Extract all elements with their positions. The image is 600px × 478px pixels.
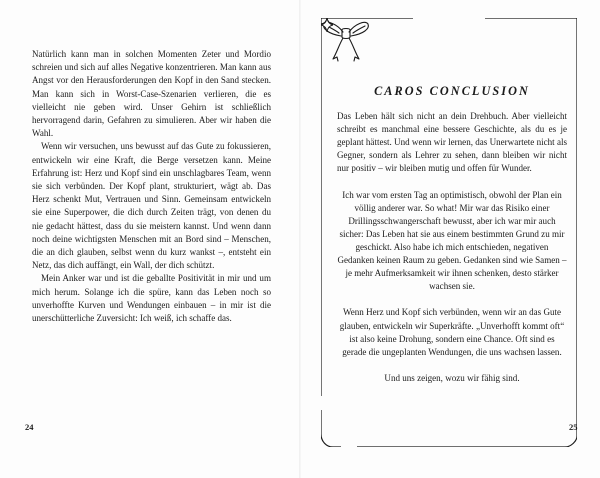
left-paragraph-2: Wenn wir versuchen, uns bewusst auf das Gute zu fokussieren, entwickeln wir eine Kraft, die Berge versetzen kann. Meine Erfahrung ist: Herz und Kopf sind ein unschlagbares Team, wenn sie sich verbünden. Der Kopf plant, strukturiert, wägt ab. Das Herz schenkt Mut, Vertrauen und Sinn. Gemeinsam entwickeln sie eine Superpower, die dich durch Zeiten trägt, von denen du nie gedacht hättest, dass du sie meistern kannst. Und wenn dann noch deine wichtigsten Menschen mit an Bord sind – Menschen, die an dich glauben, selbst wenn du kurz wankst –, entsteht ein Netz, das dich auffängt, ein Wall, der dich schützt.: [32, 141, 271, 271]
right-paragraph-4: Und uns zeigen, wozu wir fähig sind.: [384, 372, 520, 383]
left-page: [0, 0, 299, 478]
conclusion-title: CAROS CONCLUSION: [374, 84, 530, 98]
right-paragraph-2: Ich war vom ersten Tag an optimistisch, obwohl der Plan ein völlig anderer war. So what! Mir war das Risiko einer Drillingsschwangerschaft bewusst, aber ich war mir auch sicher: Das Leben hat sie aus einem bestimmten Grund zu mir geschickt. Also habe ich mich entschieden, negativen Gedanken keinen Raum zu geben. Gedanken sind wie Samen – je mehr Aufmerksamkeit wir ihnen schenken, desto stärker wachsen sie.: [337, 189, 567, 292]
left-page-body: [32, 48, 271, 325]
right-paragraph-3: Wenn Herz und Kopf sich verbünden, wenn wir an das Gute glauben, entwickeln wir Superkräfte. „Unverhofft kommt oft“ ist also keine Drohung, sondern eine Chance. Oft sind es gerade die ungeplanten Wendungen, die uns wachsen lassen.: [339, 307, 565, 357]
sparkle-icon: [321, 18, 333, 32]
right-page-body: [337, 110, 567, 398]
page-number-left: 24: [25, 422, 34, 432]
page-number-right: 25: [569, 422, 578, 432]
right-page: [301, 0, 600, 478]
left-paragraph-3: Mein Anker war und ist die geballte Positivität in mir und um mich herum. Solange ich die spüre, kann das Leben noch so unverhoffte Kurven und Wendungen einbauen – in mir ist die unerschütterliche Zuversicht: Ich weiß, ich schaffe das.: [32, 273, 271, 324]
left-paragraph-1: Natürlich kann man in solchen Momenten Zeter und Mordio schreien und sich auf alles Negative konzentrieren. Man kann aus Angst vor den Herausforderungen den Kopf in den Sand stecken. Man kann sich in Worst-Case-Szenarien verlieren, die es vielleicht nie geben wird. Unser Gehirn ist schließlich hervorragend darin, Gefahren zu simulieren. Aber wir haben die Wahl.: [32, 49, 271, 139]
right-paragraph-1: Das Leben hält sich nicht an dein Drehbuch. Aber vielleicht schreibt es manchmal eine bessere Geschichte, als du es je geplant hättest. Und wenn wir lernen, das Unerwartete nicht als Gegner, sondern als Lehrer zu sehen, dann bleiben wir nicht nur positiv – wir bleiben mutig und offen für Wunder.: [337, 111, 567, 174]
